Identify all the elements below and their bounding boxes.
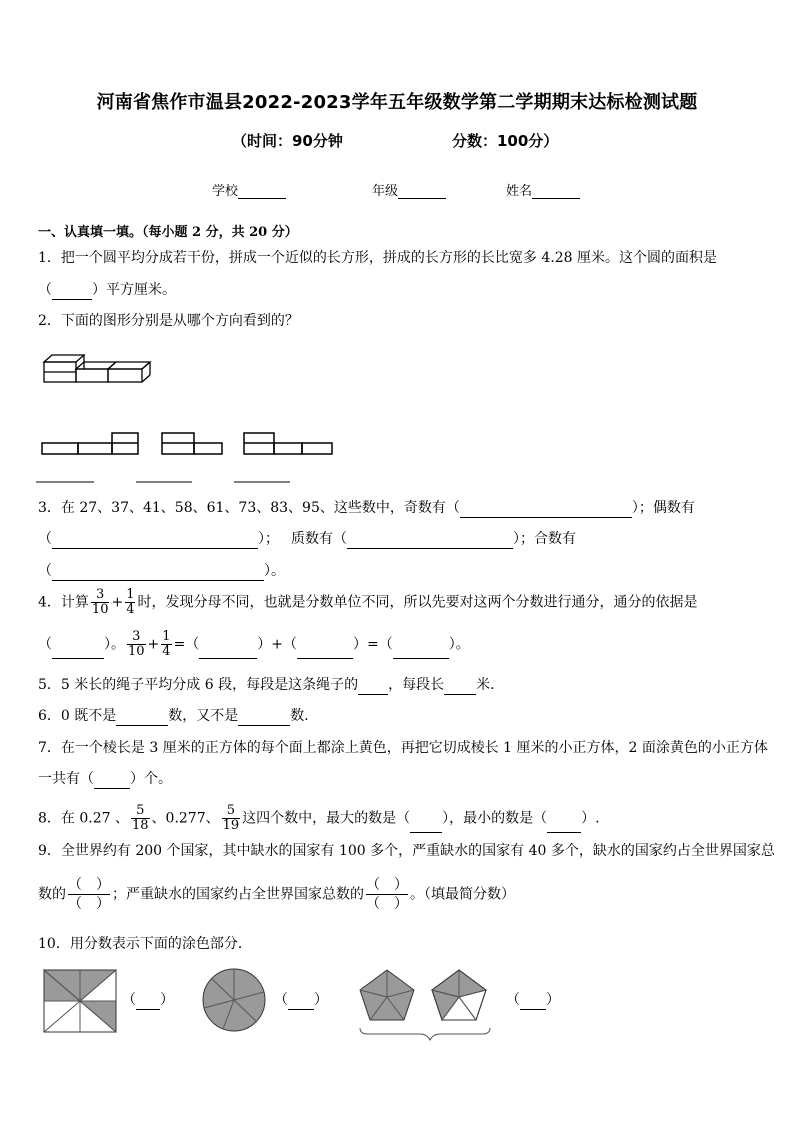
- q4-fraction-a: $\frac{3}{10}$: [91, 587, 109, 617]
- q9-fraction-blank-1[interactable]: （ ） （ ）: [68, 877, 110, 912]
- school-label: 学校: [212, 184, 239, 199]
- section-heading: 一、认真填一填。（每小题 2 分，共 20 分）: [38, 225, 298, 240]
- q4-fraction-d: $\frac{1}{4}$: [162, 629, 171, 659]
- grade-label: 年级: [372, 184, 399, 199]
- q8-text: 8．在 0.27 、 $\frac{5}{18}$ 、0.277、 $\frac{5}{19}$ 这四个数中，最大的数是（ ），最小的数是（ ）.: [38, 803, 600, 833]
- q7-line2: 一共有（ ）个。: [38, 771, 172, 787]
- q5-text: 5．5 米长的绳子平均分成 6 段，每段是这条绳子的 ，每段长 米．: [38, 677, 505, 693]
- q7-line1: 7．在一个棱长是 3 厘米的正方体的每个面上都涂上黄色，再把它切成棱长 1 厘米的小正方体，2 面涂黄色的小正方体: [38, 740, 768, 756]
- q10-answer-1[interactable]: （ ）: [122, 992, 174, 1008]
- page-title: 河南省焦作市温县2022-2023学年五年级数学第二学期期末达标检测试题: [96, 92, 698, 113]
- q9-line2: 数的 （ ） （ ） ；严重缺水的国家约占全世界国家总数的 （ ） （ ） 。（填最简分数）: [38, 877, 515, 912]
- name-label: 姓名: [506, 184, 533, 199]
- q1-line1: 1．把一个圆平均分成若干份，拼成一个近似的长方形，拼成的长方形的长比宽多 4.28 厘米。这个圆的面积是: [38, 250, 717, 266]
- q10-text: 10．用分数表示下面的涂色部分．: [38, 936, 252, 952]
- q9-fraction-blank-2[interactable]: （ ） （ ）: [366, 877, 408, 912]
- q10-answer-2[interactable]: （ ）: [274, 992, 328, 1008]
- q10-answer-3[interactable]: （ ）: [506, 992, 560, 1008]
- q4-fraction-c: $\frac{3}{10}$: [128, 629, 145, 659]
- q8-fraction-b: $\frac{5}{19}$: [222, 803, 240, 833]
- q3-line3: （ ）。: [38, 563, 285, 579]
- q2-text: 2．下面的图形分别是从哪个方向看到的？: [38, 313, 299, 329]
- q3-line1: 3．在 27、37、41、58、61、73、83、95、这些数中，奇数有（ ）；偶数有: [38, 500, 695, 516]
- exam-score: 分数：100分）: [452, 132, 559, 150]
- q6-text: 6．0 既不是 数，又不是 数．: [38, 708, 319, 724]
- q4-line1: 4．计算 $\frac{3}{10}$ + $\frac{1}{4}$ 时，发现分母不同，也就是分数单位不同，所以先要对这两个分数进行通分，通分的依据是: [38, 587, 698, 617]
- q4-line2: （ ）。 $\frac{3}{10}$ + $\frac{1}{4}$ =（ ）+（ ）=（ ）。: [38, 629, 470, 659]
- q8-fraction-a: $\frac{5}{18}$: [131, 803, 149, 833]
- q1-line2: （ ）平方厘米。: [38, 282, 176, 298]
- q10-brace: [360, 1028, 490, 1040]
- exam-time: （时间：90分钟: [232, 132, 343, 150]
- q3-line2: （ ）； 质数有（ ）；合数有: [38, 531, 576, 547]
- q4-fraction-b: $\frac{1}{4}$: [126, 587, 135, 617]
- q9-line1: 9．全世界约有 200 个国家，其中缺水的国家有 100 多个，严重缺水的国家有 40 多个，缺水的国家约占全世界国家总: [38, 843, 775, 859]
